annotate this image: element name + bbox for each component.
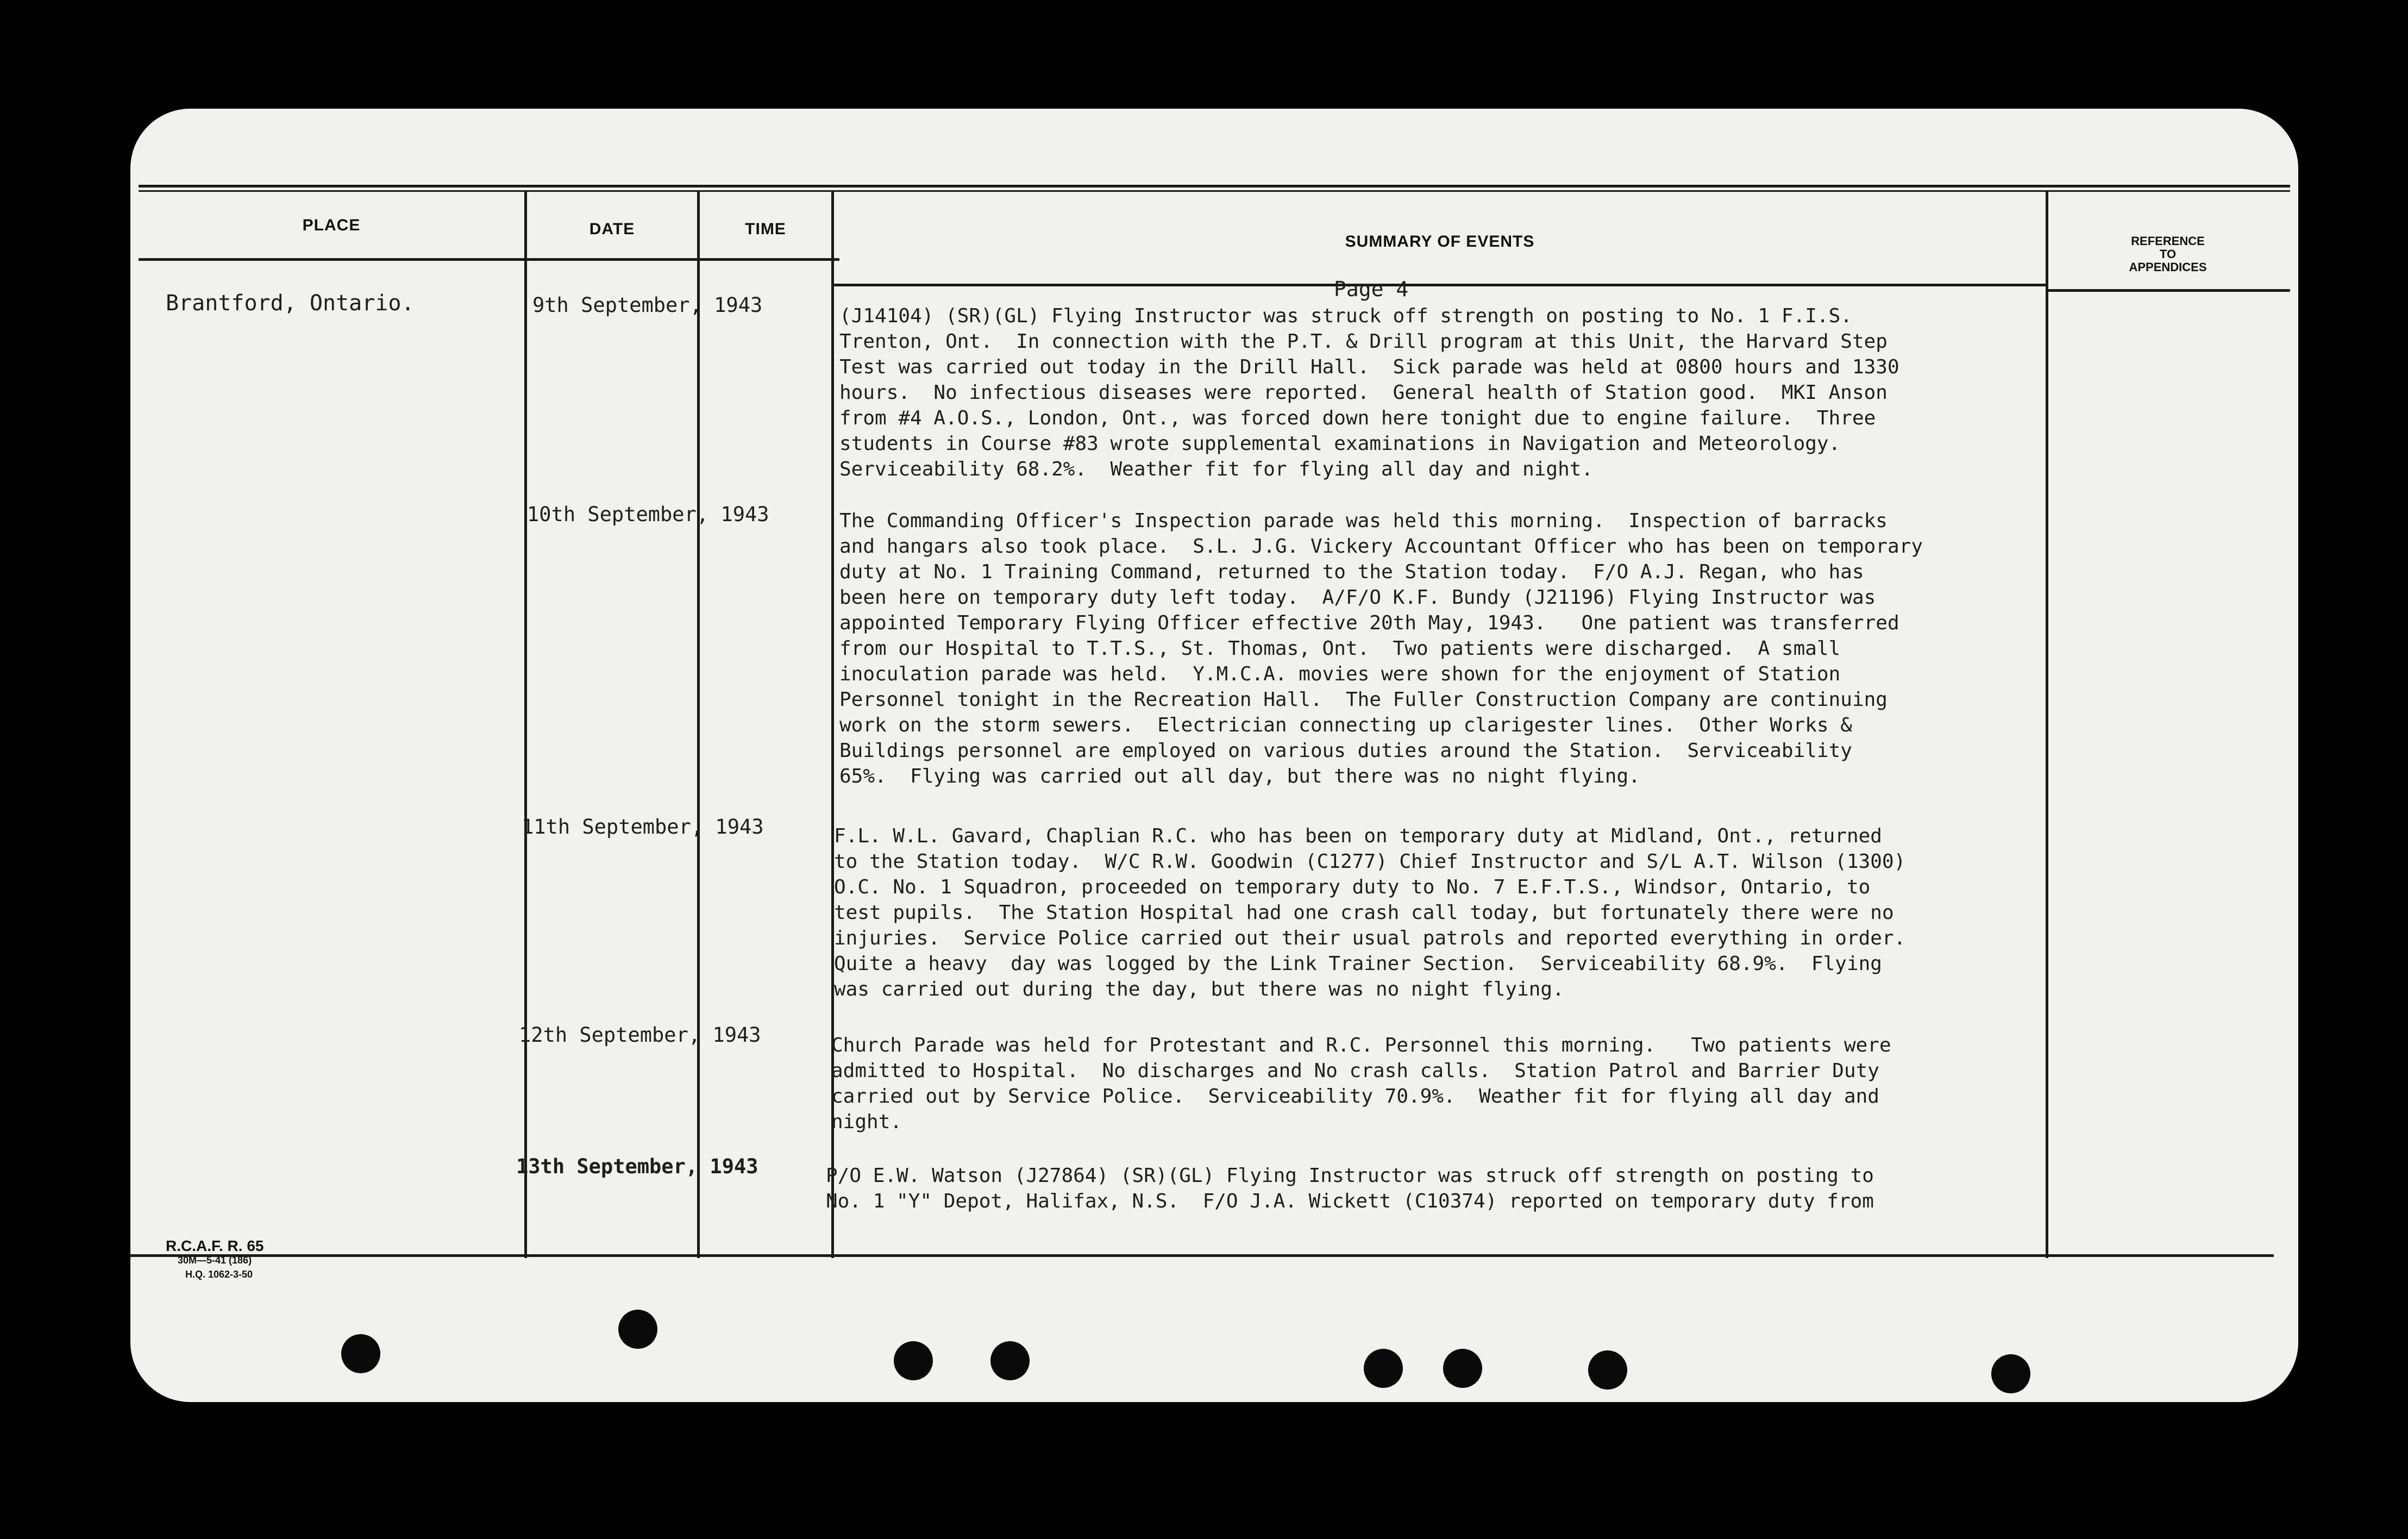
entry-date-3: 11th September, 1943 bbox=[522, 815, 764, 839]
entry-line: work on the storm sewers. Electrician connecting up clarigester lines. Other Works & bbox=[839, 714, 1852, 736]
entry-line: Trenton, Ont. In connection with the P.T. & Drill program at this Unit, the Harvard Step bbox=[839, 330, 1887, 353]
entry-line: Buildings personnel are employed on various duties around the Station. Serviceability bbox=[839, 740, 1852, 762]
place-text: Brantford, Ontario. bbox=[166, 291, 415, 316]
entry-line: The Commanding Officer's Inspection parade was held this morning. Inspection of barracks bbox=[839, 510, 1887, 532]
entry-line: Serviceability 68.2%. Weather fit for flying all day and night. bbox=[839, 458, 1594, 480]
header-rule-summary bbox=[831, 284, 2046, 286]
entry-line: 65%. Flying was carried out all day, but there was no night flying. bbox=[839, 765, 1640, 787]
entry-summary-4 bbox=[831, 1033, 1891, 1135]
punch-hole bbox=[990, 1341, 1030, 1380]
punch-hole bbox=[1364, 1349, 1403, 1388]
top-rule bbox=[139, 185, 2290, 187]
entry-line: P/O E.W. Watson (J27864) (SR)(GL) Flying Instructor was struck off strength on posting to bbox=[826, 1165, 1874, 1187]
bottom-rule bbox=[130, 1254, 2274, 1257]
time-column-divider bbox=[697, 190, 700, 1258]
entry-line: (J14104) (SR)(GL) Flying Instructor was struck off strength on posting to No. 1 F.I.S. bbox=[839, 305, 1852, 327]
entry-line: Test was carried out today in the Drill Hall. Sick parade was held at 0800 hours and 1330 bbox=[839, 356, 1899, 378]
header-date: DATE bbox=[589, 220, 635, 238]
header-rule-left bbox=[139, 258, 839, 261]
punch-hole bbox=[894, 1341, 933, 1380]
date-column-divider bbox=[524, 190, 527, 1258]
entry-line: hours. No infectious diseases were reported. General health of Station good. MKI Anson bbox=[839, 381, 1887, 404]
entry-line: admitted to Hospital. No discharges and No crash calls. Station Patrol and Barrier Duty bbox=[831, 1060, 1879, 1082]
punch-hole bbox=[1588, 1350, 1627, 1390]
entry-line: injuries. Service Police carried out their usual patrols and reported everything in order. bbox=[834, 927, 1906, 949]
entry-line: inoculation parade was held. Y.M.C.A. movies were shown for the enjoyment of Station bbox=[839, 663, 1841, 685]
entry-line: been here on temporary duty left today. A/F/O K.F. Bundy (J21196) Flying Instructor was bbox=[839, 586, 1876, 609]
entry-date-1: 9th September, 1943 bbox=[532, 293, 763, 317]
entry-line: Quite a heavy day was logged by the Link Trainer Section. Serviceability 68.9%. Flying bbox=[834, 953, 1882, 975]
entry-line: from our Hospital to T.T.S., St. Thomas, Ont. Two patients were discharged. A small bbox=[839, 637, 1841, 660]
header-reference-line-1: REFERENCE bbox=[2131, 234, 2205, 248]
reference-column-divider bbox=[2046, 190, 2048, 1258]
entry-line: students in Course #83 wrote supplemental examinations in Navigation and Meteorology. bbox=[839, 433, 1841, 455]
entry-line: from #4 A.O.S., London, Ont., was forced down here tonight due to engine failure. Three bbox=[839, 407, 1876, 429]
entry-line: No. 1 "Y" Depot, Halifax, N.S. F/O J.A. Wickett (C10374) reported on temporary duty from bbox=[826, 1190, 1874, 1212]
header-reference-line-3: APPENDICES bbox=[2129, 260, 2207, 274]
entry-date-4: 12th September, 1943 bbox=[519, 1023, 761, 1047]
entry-summary-2 bbox=[839, 508, 1923, 789]
entry-line: F.L. W.L. Gavard, Chaplian R.C. who has been on temporary duty at Midland, Ont., returned bbox=[834, 825, 1882, 847]
entry-line: duty at No. 1 Training Command, returned to the Station today. F/O A.J. Regan, who has bbox=[839, 561, 1864, 583]
header-place: PLACE bbox=[302, 216, 361, 234]
punch-hole bbox=[341, 1334, 380, 1373]
header-summary: SUMMARY OF EVENTS bbox=[1345, 233, 1535, 251]
form-print-run: 30M—5-41 (186) bbox=[178, 1255, 252, 1266]
header-reference-line-2: TO bbox=[2159, 247, 2177, 261]
entry-summary-1 bbox=[839, 303, 1899, 482]
entry-line: Church Parade was held for Protestant and R.C. Personnel this morning. Two patients were bbox=[831, 1034, 1891, 1056]
diary-form-card bbox=[130, 109, 2298, 1402]
header-rule-ref bbox=[2046, 289, 2290, 292]
entry-line: Personnel tonight in the Recreation Hall. The Fuller Construction Company are continuing bbox=[839, 689, 1887, 711]
top-rule-2 bbox=[139, 190, 2290, 192]
punch-hole bbox=[1443, 1349, 1482, 1388]
punch-hole bbox=[1991, 1354, 2030, 1393]
entry-line: and hangars also took place. S.L. J.G. Vickery Accountant Officer who has been on temporary bbox=[839, 535, 1923, 558]
form-hq-ref: H.Q. 1062-3-50 bbox=[185, 1269, 253, 1280]
entry-line: test pupils. The Station Hospital had one crash call today, but fortunately there were no bbox=[834, 902, 1894, 924]
entry-summary-5 bbox=[826, 1163, 1874, 1214]
entry-line: to the Station today. W/C R.W. Goodwin (C1277) Chief Instructor and S/L A.T. Wilson (1300) bbox=[834, 850, 1906, 873]
entry-line: carried out by Service Police. Serviceability 70.9%. Weather fit for flying all day and bbox=[831, 1085, 1879, 1108]
entry-line: appointed Temporary Flying Officer effective 20th May, 1943. One patient was transferred bbox=[839, 612, 1899, 634]
entry-line: was carried out during the day, but there was no night flying. bbox=[834, 978, 1564, 1000]
entry-date-2: 10th September, 1943 bbox=[527, 503, 769, 526]
punch-hole bbox=[618, 1310, 657, 1349]
entry-summary-3 bbox=[834, 823, 1905, 1002]
header-reference bbox=[2048, 235, 2287, 274]
form-code: R.C.A.F. R. 65 bbox=[166, 1237, 264, 1254]
page-label: Page 4 bbox=[1334, 277, 1409, 301]
entry-line: night. bbox=[831, 1111, 902, 1133]
entry-line: O.C. No. 1 Squadron, proceeded on temporary duty to No. 7 E.F.T.S., Windsor, Ontario, to bbox=[834, 876, 1871, 898]
header-time: TIME bbox=[745, 220, 786, 238]
entry-date-5: 13th September, 1943 bbox=[516, 1155, 758, 1178]
form-number bbox=[166, 1239, 264, 1281]
